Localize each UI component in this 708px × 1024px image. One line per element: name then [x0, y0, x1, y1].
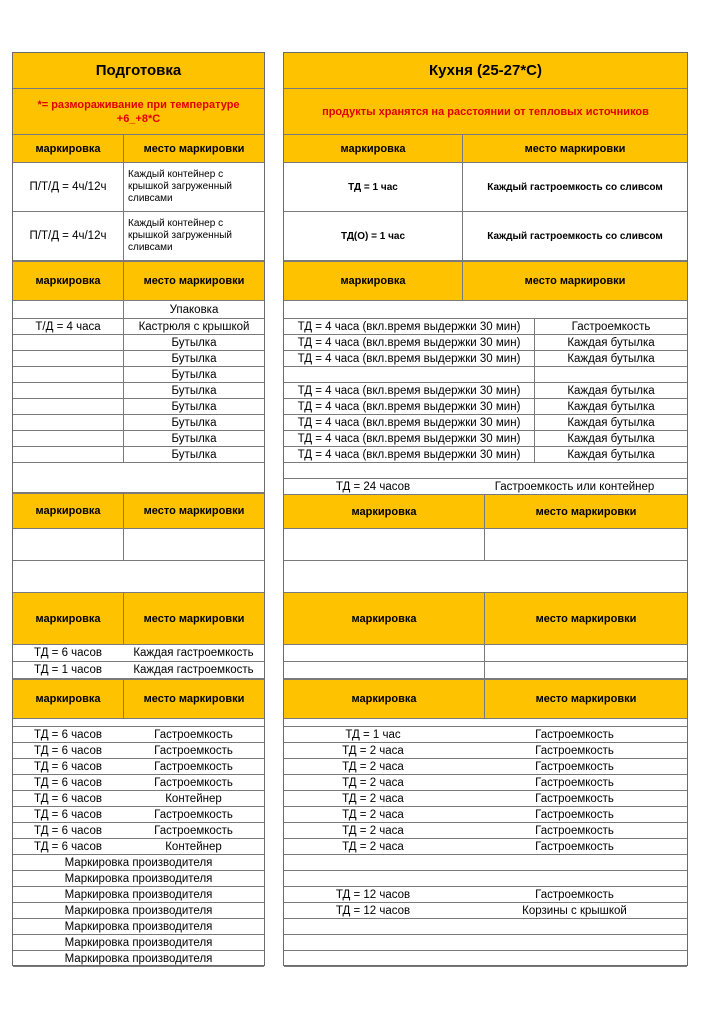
place-text: Каждый контейнер с крышкой загруженный сливсами: [123, 212, 264, 260]
marking-text: ТД = 6 часов: [34, 776, 102, 789]
table-row: [284, 529, 687, 561]
marking-text: [13, 367, 123, 382]
marking-text: ТД = 6 часов: [34, 647, 102, 659]
header-row: [284, 261, 687, 301]
place-text: Контейнер: [165, 792, 222, 805]
table-row: [284, 839, 687, 855]
column-header-marking: маркировка: [340, 142, 406, 155]
place-text: Бутылка: [123, 447, 264, 462]
marking-text: П/Т/Д = 4ч/12ч: [29, 230, 107, 242]
table-row: [284, 645, 687, 662]
marking-text: [13, 447, 123, 462]
marking-text: [284, 367, 534, 382]
table-row: [13, 727, 264, 743]
place-text: Каждая бутылка: [534, 399, 687, 414]
place-text: Каждая бутылка: [534, 351, 687, 366]
table-row: [13, 719, 264, 727]
kitchen-title-row: [284, 53, 687, 89]
place-text: Каждый контейнер с крышкой загруженный сливсами: [123, 163, 264, 211]
producer-marking-text: Маркировка производителя: [64, 952, 213, 965]
table-row: [284, 319, 687, 335]
column-header-marking: маркировка: [35, 142, 101, 155]
table-row: [284, 479, 687, 495]
column-header-place: место маркировки: [462, 135, 687, 162]
producer-marking-text: Маркировка производителя: [64, 856, 213, 869]
table-row: [284, 951, 687, 967]
marking-text: [13, 351, 123, 366]
marking-text: [13, 335, 123, 350]
table-row: [284, 775, 687, 791]
table-row: [13, 743, 264, 759]
table-row: [284, 463, 687, 479]
marking-text: [13, 383, 123, 398]
place-text: [462, 871, 687, 886]
marking-text: [13, 415, 123, 430]
place-text: Гастроемкость или контейнер: [494, 480, 655, 493]
producer-marking-text: Маркировка производителя: [64, 888, 213, 901]
place-text: Бутылка: [123, 335, 264, 350]
marking-text: ТД = 4 часа (вкл.время выдержки 30 мин): [297, 432, 521, 445]
header-row: [13, 261, 264, 301]
column-header-place: место маркировки: [484, 495, 687, 528]
table-row: [284, 727, 687, 743]
place-text: [534, 367, 687, 382]
table-row: [13, 529, 264, 561]
header-row: [284, 135, 687, 163]
header-row: [13, 135, 264, 163]
table-row: [284, 367, 687, 383]
header-row: [13, 493, 264, 529]
table-row: [284, 759, 687, 775]
preparation-title: Подготовка: [95, 62, 182, 79]
place-text: Гастроемкость: [154, 776, 233, 789]
kitchen-title: Кухня (25-27*С): [428, 62, 543, 79]
marking-text: ТД = 6 часов: [34, 792, 102, 805]
marking-text: ТД = 4 часа (вкл.время выдержки 30 мин): [297, 336, 521, 349]
table-row: [284, 335, 687, 351]
column-header-place: место маркировки: [484, 680, 687, 718]
place-text: Бутылка: [123, 399, 264, 414]
place-text: Гастроемкость: [535, 776, 614, 789]
marking-text: ТД = 6 часов: [34, 728, 102, 741]
column-header-place: место маркировки: [123, 494, 264, 528]
column-header-place: место маркировки: [123, 593, 264, 644]
table-row: [13, 367, 264, 383]
header-row: [284, 679, 687, 719]
column-header-place: место маркировки: [123, 680, 264, 718]
place-text: Гастроемкость: [154, 808, 233, 821]
table-row: [284, 919, 687, 935]
marking-text: ТД = 2 часа: [342, 840, 404, 853]
marking-text: ТД = 4 часа (вкл.время выдержки 30 мин): [297, 384, 521, 397]
producer-marking-text: Маркировка производителя: [64, 872, 213, 885]
marking-text: ТД = 24 часов: [335, 480, 411, 493]
table-row: [284, 415, 687, 431]
table-row: [13, 415, 264, 431]
place-text: Каждая бутылка: [534, 415, 687, 430]
marking-text: ТД = 1 час: [348, 181, 398, 193]
marking-text: ТД = 6 часов: [34, 808, 102, 821]
table-row: [13, 399, 264, 415]
column-header-marking: маркировка: [35, 612, 101, 625]
preparation-panel: [12, 52, 265, 966]
place-text: Гастроемкость: [535, 744, 614, 757]
place-text: Гастроемкость: [535, 888, 614, 901]
table-row: [13, 301, 264, 319]
place-text: Контейнер: [165, 840, 222, 853]
storage-note-row: [284, 89, 687, 135]
marking-text: ТД = 6 часов: [34, 760, 102, 773]
table-row: [284, 351, 687, 367]
place-text: Бутылка: [123, 431, 264, 446]
preparation-title-row: [13, 53, 264, 89]
marking-text: [284, 951, 462, 966]
table-row: [284, 823, 687, 839]
storage-note: продукты хранятся на расстоянии от тепловых источников: [322, 105, 649, 118]
table-row: [284, 791, 687, 807]
marking-text: [284, 855, 462, 870]
place-text: Гастроемкость: [535, 792, 614, 805]
place-text: [462, 935, 687, 950]
marking-text: ТД = 2 часа: [342, 824, 404, 837]
producer-marking-text: Маркировка производителя: [64, 920, 213, 933]
column-header-marking: маркировка: [340, 275, 406, 287]
marking-text: [13, 399, 123, 414]
place-text: Каждая гастроемкость: [133, 664, 254, 676]
header-row: [284, 495, 687, 529]
header-row: [13, 593, 264, 645]
marking-text: ТД = 4 часа (вкл.время выдержки 30 мин): [297, 416, 521, 429]
column-header-marking: маркировка: [351, 612, 417, 625]
place-text: Бутылка: [123, 367, 264, 382]
place-text: [462, 855, 687, 870]
column-header-place: место маркировки: [123, 262, 264, 300]
place-text: Гастроемкость: [535, 728, 614, 741]
place-text: Бутылка: [123, 383, 264, 398]
table-row: [284, 399, 687, 415]
place-text: Гастроемкость: [154, 824, 233, 837]
place-text: Кастрюля с крышкой: [123, 319, 264, 334]
marking-text: П/Т/Д = 4ч/12ч: [29, 181, 107, 193]
table-row: [13, 645, 264, 662]
place-text: Каждая бутылка: [534, 431, 687, 446]
column-header-marking: маркировка: [351, 693, 417, 705]
table-row: [13, 935, 264, 951]
place-text: Каждая гастроемкость: [133, 647, 254, 659]
place-text: Каждая бутылка: [534, 335, 687, 350]
marking-text: ТД = 2 часа: [342, 792, 404, 805]
marking-text: [13, 431, 123, 446]
marking-text: ТД = 2 часа: [342, 744, 404, 757]
marking-text: ТД = 1 час: [345, 728, 401, 741]
table-row: [13, 903, 264, 919]
table-row: [13, 919, 264, 935]
defrost-note-row: [13, 89, 264, 135]
marking-text: ТД = 2 часа: [342, 808, 404, 821]
producer-marking-text: Маркировка производителя: [64, 904, 213, 917]
place-text: [462, 951, 687, 966]
place-text: Гастроемкость: [154, 728, 233, 741]
place-text: Бутылка: [123, 415, 264, 430]
place-text: Каждая бутылка: [534, 447, 687, 462]
column-header-marking: маркировка: [351, 505, 417, 518]
marking-text: ТД = 6 часов: [34, 840, 102, 853]
place-text: [462, 919, 687, 934]
column-header-marking: маркировка: [35, 505, 101, 517]
place-text: Гастроемкость: [535, 840, 614, 853]
marking-text: ТД = 4 часа (вкл.время выдержки 30 мин): [297, 448, 521, 461]
table-row: [284, 662, 687, 679]
place-text: Гастроемкость: [535, 824, 614, 837]
marking-text: ТД = 12 часов: [335, 888, 411, 901]
marking-text: ТД = 6 часов: [34, 824, 102, 837]
table-row: [284, 212, 687, 261]
table-row: [284, 561, 687, 593]
table-row: [13, 807, 264, 823]
marking-text: ТД = 2 часа: [342, 776, 404, 789]
table-row: [13, 951, 264, 967]
table-row: [13, 319, 264, 335]
place-text: Бутылка: [123, 351, 264, 366]
place-text: Каждая бутылка: [534, 383, 687, 398]
table-row: [13, 823, 264, 839]
marking-text: ТД(О) = 1 час: [340, 230, 406, 242]
table-row: [13, 759, 264, 775]
place-text: Каждый гастроемкость со сливсом: [462, 212, 687, 260]
marking-text: ТД = 6 часов: [34, 744, 102, 757]
table-row: [284, 887, 687, 903]
table-row: [284, 871, 687, 887]
table-row: [13, 351, 264, 367]
marking-text: ТД = 12 часов: [335, 904, 411, 917]
table-row: [13, 871, 264, 887]
table-row: [284, 935, 687, 951]
header-row: [284, 593, 687, 645]
table-row: [284, 447, 687, 463]
table-row: [13, 212, 264, 261]
table-row: [284, 431, 687, 447]
table-row: [13, 662, 264, 679]
marking-text: [284, 871, 462, 886]
table-row: [13, 335, 264, 351]
table-row: [13, 791, 264, 807]
table-row: [284, 855, 687, 871]
marking-text: Т/Д = 4 часа: [35, 320, 101, 333]
table-row: [13, 163, 264, 212]
place-text: Гастроемкость: [535, 808, 614, 821]
table-row: [13, 775, 264, 791]
producer-marking-text: Маркировка производителя: [64, 936, 213, 949]
place-text: Гастроемкость: [534, 319, 687, 334]
table-row: [284, 383, 687, 399]
place-text: Гастроемкость: [154, 744, 233, 757]
place-text: Гастроемкость: [154, 760, 233, 773]
kitchen-panel: [283, 52, 688, 966]
marking-text: ТД = 4 часа (вкл.время выдержки 30 мин): [297, 320, 521, 333]
marking-text: ТД = 4 часа (вкл.время выдержки 30 мин): [297, 400, 521, 413]
marking-text: ТД = 2 часа: [342, 760, 404, 773]
table-row: [284, 743, 687, 759]
table-row: [284, 719, 687, 727]
table-row: [13, 887, 264, 903]
table-row: [284, 807, 687, 823]
packaging-label: Упаковка: [123, 301, 264, 318]
marking-text: [284, 935, 462, 950]
marking-text: ТД = 4 часа (вкл.время выдержки 30 мин): [297, 352, 521, 365]
table-row: [13, 839, 264, 855]
table-row: [284, 163, 687, 212]
column-header-marking: маркировка: [35, 275, 101, 287]
column-header-place: место маркировки: [462, 262, 687, 300]
column-header-place: место маркировки: [484, 593, 687, 644]
table-row: [13, 561, 264, 593]
table-row: [13, 479, 264, 493]
defrost-note: *= размораживание при температуре +6_+8*С: [37, 98, 240, 125]
place-text: Корзины с крышкой: [522, 904, 627, 917]
place-text: Каждый гастроемкость со сливсом: [462, 163, 687, 211]
table-row: [284, 903, 687, 919]
table-row: [284, 301, 687, 319]
table-row: [13, 431, 264, 447]
column-header-marking: маркировка: [35, 693, 101, 705]
table-row: [13, 855, 264, 871]
table-row: [13, 447, 264, 463]
marking-text: ТД = 1 часов: [34, 664, 102, 676]
column-header-place: место маркировки: [123, 135, 264, 162]
place-text: Гастроемкость: [535, 760, 614, 773]
header-row: [13, 679, 264, 719]
marking-text: [284, 919, 462, 934]
table-row: [13, 383, 264, 399]
